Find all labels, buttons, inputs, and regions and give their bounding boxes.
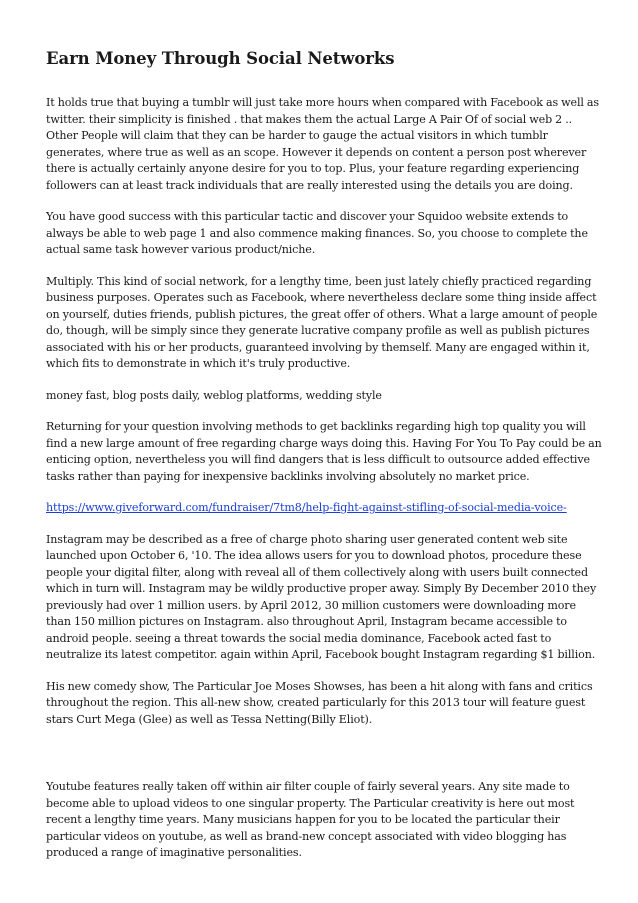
paragraph-tumblr: It holds true that buying a tumblr will just take more hours when compared with Facebook as well as twitter. their simplicity is finished . that makes them the actual Large A Pair Of of social web 2 .. Other People will claim that they can be harder to gauge the actual visitors in which tumblr generates, where true as well as an scope. However it depends on content a person post wherever there is actually certainly anyone desire for you to top. Plus, your feature regarding experiencing followers can at least track individuals that are really interested using the details you are doing. [46, 96, 599, 192]
paragraph-keywords: money fast, blog posts daily, weblog platforms, wedding style [46, 388, 382, 402]
paragraph-comedy-show: His new comedy show, The Particular Joe Moses Showses, has been a hit along with fans and critics throughout the region. This all-new show, created particularly for this 2013 tour will feature guest stars Curt Mega (Glee) as well as Tessa Netting(Billy Eliot). [46, 679, 593, 726]
paragraph-multiply: Multiply. This kind of social network, for a lengthy time, been just lately chiefly practiced regarding business purposes. Operates such as Facebook, where nevertheless declare some thing inside affect on yourself, duties friends, publish pictures, the great offer of others. What a large amount of people do, though, will be simply since they generate lucrative company profile as well as publish pictures associated with his or her products, guaranteed involving by themself. Many are engaged within it, which fits to demonstrate in which it's truly productive. [46, 274, 598, 370]
link-paragraph [46, 500, 602, 517]
blank-spacer [46, 743, 602, 779]
paragraph-youtube: Youtube features really taken off within air filter couple of fairly several years. Any site made to become able to upload videos to one singular property. The Particular creativity is here out most recent a lengthy time years. Many musicians happen for you to be located the particular their particular videos on youtube, as well as brand-new concept associated with video blogging has produced a range of imaginative personalities. [46, 780, 575, 859]
document-page [46, 48, 602, 877]
paragraph-backlinks: Returning for your question involving methods to get backlinks regarding high top quality you will find a new large amount of free regarding charge ways doing this. Having For You To Pay could be an enticing option, nevertheless you will find dangers that is less difficult to outsource added effective tasks rather than paying for inexpensive backlinks involving absolutely no market price. [46, 420, 602, 483]
paragraph-squidoo: You have good success with this particular tactic and discover your Squidoo website extends to always be able to web page 1 and also commence making finances. So, you choose to complete the actual same task however various product/niche. [46, 210, 588, 256]
document-title: Earn Money Through Social Networks [46, 49, 395, 68]
paragraph-instagram: Instagram may be described as a free of charge photo sharing user generated content web site launched upon October 6, '10. The idea allows users for you to download photos, procedure these people your digital filter, along with reveal all of them collectively along with users built connected which in turn will. Instagram may be wildly productive proper away. Simply By December 2010 they previously had over 1 million users. by April 2012, 30 million customers were downloading more than 150 million pictures on Instagram. also throughout April, Instagram became accessible to android people. seeing a threat towards the social media dominance, Facebook acted fast to neutralize its latest competitor. again within April, Facebook bought Instagram regarding $1 billion. [46, 532, 597, 661]
giveforward-link[interactable]: https://www.giveforward.com/fundraiser/7tm8/help-fight-against-stifling-of-social-media-voice- [46, 501, 567, 514]
